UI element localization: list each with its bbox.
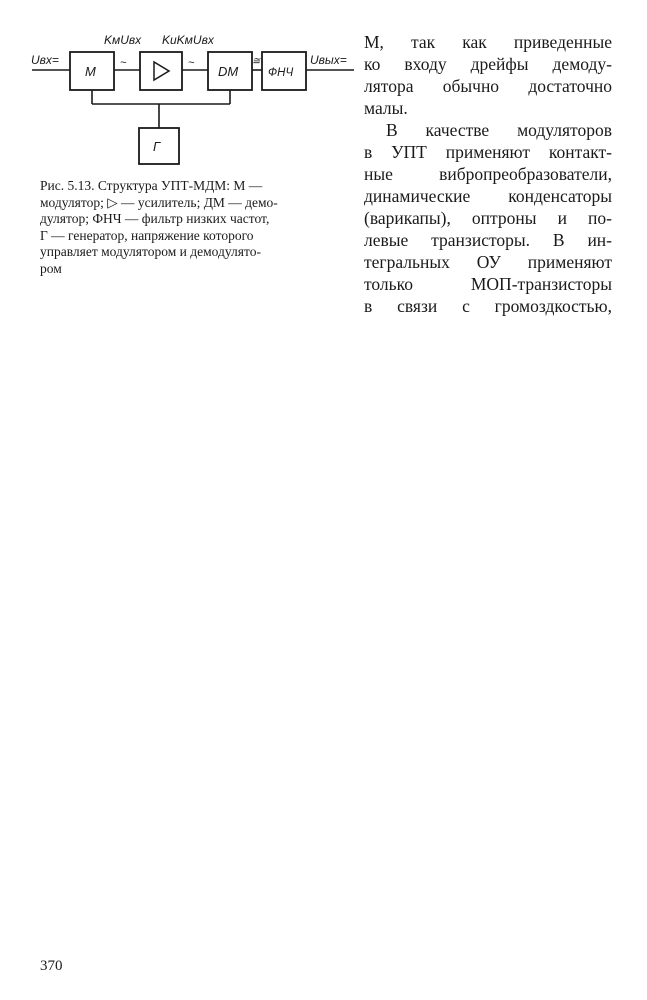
text-line: М, так как приведенные <box>364 32 612 52</box>
text-line: (варикапы), оптроны и по- <box>364 208 612 228</box>
text-line: лятора обычно достаточно <box>364 76 612 96</box>
ac-mark-1: ~ <box>120 57 127 69</box>
output-label: Uвых= <box>310 53 347 67</box>
filter-label: ФНЧ <box>268 67 294 79</box>
text-line: малы. <box>364 98 408 118</box>
mixed-mark: ≅ <box>252 56 261 67</box>
text-line: левые транзисторы. В ин- <box>364 230 612 250</box>
text-line: ко входу дрейфы демоду- <box>364 54 612 74</box>
caption-line: Г — генератор, напряжение которого <box>40 227 254 243</box>
text-line: ные вибропреобразователи, <box>364 164 612 184</box>
demodulator-label: DМ <box>218 64 239 79</box>
text-line: в УПТ применяют контакт- <box>364 142 612 162</box>
caption-line: Рис. 5.13. Структура УПТ-МДМ: М — <box>40 178 263 193</box>
caption-line: модулятор; ▷ — усилитель; ДМ — демо- <box>40 194 278 210</box>
text-line: динамические конденсаторы <box>364 186 612 206</box>
input-label: Uвх= <box>31 53 59 67</box>
text-line: в связи с громоздкостью, <box>364 296 612 316</box>
generator-label: Г <box>153 139 161 154</box>
text-line: В качестве модуляторов <box>386 120 612 140</box>
caption-line: управляет модулятором и демодулято- <box>40 244 261 259</box>
signal-after-modulator: KмUвх <box>104 33 142 47</box>
ac-mark-2: ~ <box>188 57 195 69</box>
caption-line: ром <box>40 260 62 276</box>
signal-after-amplifier: KиKмUвх <box>162 33 214 47</box>
page-number: 370 <box>40 958 63 974</box>
modulator-label: М <box>85 64 96 79</box>
text-line: только МОП-транзисторы <box>364 274 612 294</box>
caption-line: дулятор; ФНЧ — фильтр низких частот, <box>40 211 270 226</box>
text-line: тегральных ОУ применяют <box>364 252 612 272</box>
